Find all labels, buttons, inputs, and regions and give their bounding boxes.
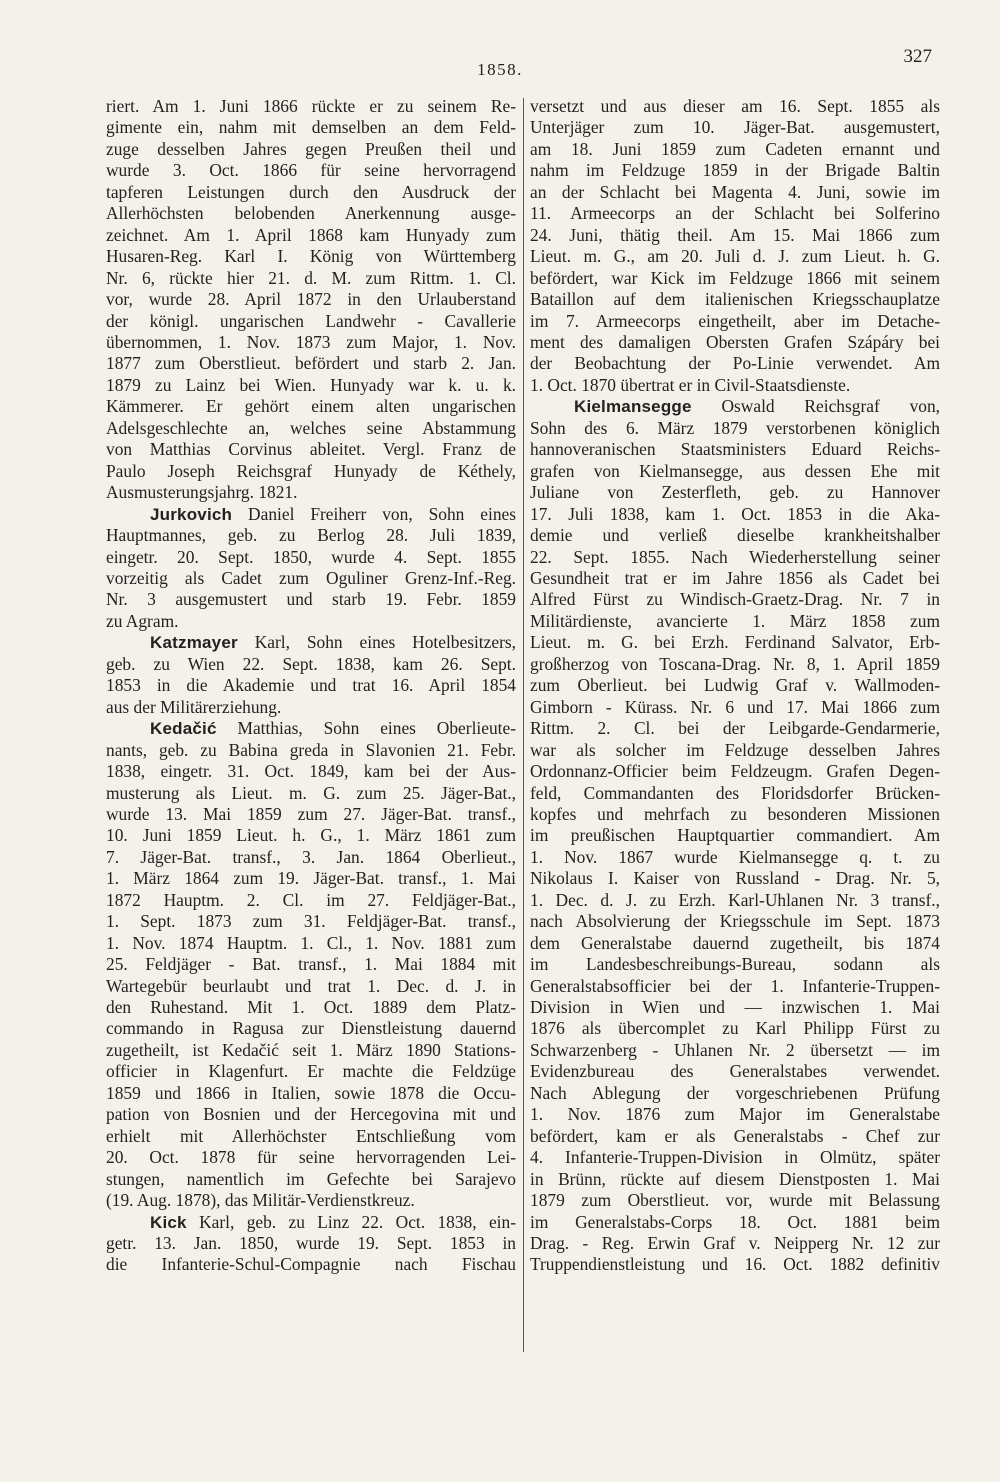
line-text: erhielt mit Allerhöchster Entschließung vom xyxy=(106,1125,516,1146)
line-text: musterung als Lieut. m. G. zum 25. Jäger-Bat., xyxy=(106,782,516,803)
line-text: großherzog von Toscana-Drag. Nr. 8, 1. April 1859 xyxy=(530,653,940,674)
line-text: Allerhöchsten belobenden Anerkennung ausge- xyxy=(106,203,516,224)
text-line xyxy=(106,182,516,203)
text-line xyxy=(106,353,516,374)
line-text: wurde 3. Oct. 1866 für seine hervorragend xyxy=(106,160,516,181)
text-line xyxy=(106,289,516,310)
text-line xyxy=(530,825,940,846)
text-line xyxy=(106,1190,516,1211)
text-line xyxy=(530,1169,940,1190)
text-line xyxy=(530,1147,940,1168)
line-text: Kämmerer. Er gehört einem alten ungarischen xyxy=(106,396,516,417)
entry-headword: Kick xyxy=(150,1212,187,1232)
line-text: 1. Nov. 1876 zum Major im Generalstabe xyxy=(530,1104,940,1125)
line-text: Nr. 3 ausgemustert und starb 19. Febr. 1859 xyxy=(106,589,516,610)
text-line xyxy=(106,246,516,267)
running-head-year: 1858. xyxy=(477,60,523,79)
text-line xyxy=(106,697,516,718)
line-text: 1. Nov. 1874 Hauptm. 1. Cl., 1. Nov. 1881 zum xyxy=(106,932,516,953)
text-line xyxy=(106,868,516,889)
line-text: Schwarzenberg - Uhlanen Nr. 2 übersetzt — im xyxy=(530,1039,940,1060)
line-text: von Matthias Corvinus ableitet. Vergl. Franz de xyxy=(106,439,516,460)
line-text: Bataillon auf dem italienischen Kriegsschauplatze xyxy=(530,289,940,310)
text-line xyxy=(106,611,516,632)
text-line xyxy=(106,268,516,289)
entry-first-line xyxy=(106,1212,516,1233)
text-line xyxy=(530,933,940,954)
line-text: übernommen, 1. Nov. 1873 zum Major, 1. Nov. xyxy=(106,331,516,352)
line-text: Ausmusterungsjahrg. 1821. xyxy=(106,482,298,503)
line-text: 1879 zu Lainz bei Wien. Hunyady war k. u. k. xyxy=(106,374,516,395)
line-text: eingetr. 20. Sept. 1850, wurde 4. Sept. 1855 xyxy=(106,546,516,567)
text-line xyxy=(530,1061,940,1082)
entry-headword: Kedačić xyxy=(150,719,217,739)
text-line xyxy=(530,697,940,718)
line-text: zu Agram. xyxy=(106,610,179,631)
text-line xyxy=(530,525,940,546)
line-text: Karl, geb. zu Linz 22. Oct. 1838, ein- xyxy=(186,1211,516,1232)
line-text: ment des damaligen Obersten Grafen Szápáry bei xyxy=(530,331,940,352)
line-text: versetzt und aus dieser am 16. Sept. 1855 als xyxy=(530,96,940,116)
line-text: riert. Am 1. Juni 1866 rückte er zu seinem Re- xyxy=(106,96,516,116)
text-line xyxy=(106,1169,516,1190)
line-text: getr. 13. Jan. 1850, wurde 19. Sept. 1853 in xyxy=(106,1233,516,1254)
text-line xyxy=(106,825,516,846)
entry-headword: Kielmansegge xyxy=(574,397,692,417)
line-text: 1. Sept. 1873 zum 31. Feldjäger-Bat. transf., xyxy=(106,911,516,932)
line-text: zeichnet. Am 1. April 1868 kam Hunyady zum xyxy=(106,224,516,245)
left-text-column xyxy=(106,96,516,1356)
line-text: im 7. Armeecorps eingetheilt, aber im Detache- xyxy=(530,310,940,331)
line-text: 17. Juli 1838, kam 1. Oct. 1853 in die Aka- xyxy=(530,503,940,524)
line-text: Gesundheit trat er im Jahre 1856 als Cadet bei xyxy=(530,567,940,588)
line-text: der königl. ungarischen Landwehr - Cavallerie xyxy=(106,310,516,331)
text-line xyxy=(530,547,940,568)
line-text: Sohn des 6. März 1879 verstorbenen königlich xyxy=(530,417,940,438)
line-text: zum Oberlieut. bei Ludwig Graf v. Wallmoden- xyxy=(530,675,940,696)
text-line xyxy=(530,117,940,138)
entry-first-line xyxy=(106,718,516,739)
text-line xyxy=(530,868,940,889)
text-line xyxy=(530,890,940,911)
text-line xyxy=(106,890,516,911)
line-text: Nikolaus I. Kaiser von Russland - Drag. Nr. 5, xyxy=(530,868,940,889)
text-line xyxy=(106,783,516,804)
text-line xyxy=(530,997,940,1018)
line-text: tapferen Leistungen durch den Ausdruck der xyxy=(106,181,516,202)
text-line xyxy=(530,461,940,482)
line-text: 1. Oct. 1870 übertrat er in Civil-Staatsdienste. xyxy=(530,374,851,395)
line-text: Matthias, Sohn eines Oberlieute- xyxy=(216,718,516,739)
text-line xyxy=(530,225,940,246)
text-line xyxy=(106,525,516,546)
text-line xyxy=(106,976,516,997)
line-text: Gimborn - Kürass. Nr. 6 und 17. Mai 1866 zum xyxy=(530,696,940,717)
text-line xyxy=(530,632,940,653)
line-text: die Infanterie-Schul-Compagnie nach Fischau xyxy=(106,1254,516,1275)
line-text: kopfes und mehrfach zu besonderen Missionen xyxy=(530,803,940,824)
text-line xyxy=(106,482,516,503)
line-text: Nr. 6, rückte hier 21. d. M. zum Rittm. 1. Cl. xyxy=(106,267,516,288)
line-text: officier in Klagenfurt. Er machte die Feldzüge xyxy=(106,1061,516,1082)
entry-first-line xyxy=(530,396,940,417)
line-text: Division in Wien und — inzwischen 1. Mai xyxy=(530,997,940,1018)
line-text: im Landesbeschreibungs-Bureau, sodann als xyxy=(530,954,940,975)
line-text: im Generalstabs-Corps 18. Oct. 1881 beim xyxy=(530,1211,940,1232)
text-line xyxy=(106,1233,516,1254)
line-text: wurde 13. Mai 1859 zum 27. Jäger-Bat. transf., xyxy=(106,803,516,824)
text-line xyxy=(530,589,940,610)
text-line xyxy=(530,246,940,267)
line-text: 1877 zum Oberstlieut. befördert und starb 2. Jan. xyxy=(106,353,516,374)
text-line xyxy=(106,675,516,696)
text-line xyxy=(106,954,516,975)
line-text: Daniel Freiherr von, Sohn eines xyxy=(232,503,516,524)
line-text: der Beobachtung der Po-Linie verwendet. Am xyxy=(530,353,940,374)
line-text: 1872 Hauptm. 2. Cl. im 27. Feldjäger-Bat., xyxy=(106,889,516,910)
line-text: 11. Armeecorps an der Schlacht bei Solferino xyxy=(530,203,940,224)
line-text: im preußischen Hauptquartier commandiert. Am xyxy=(530,825,940,846)
text-line xyxy=(106,589,516,610)
text-line xyxy=(106,311,516,332)
text-line xyxy=(530,976,940,997)
line-text: Nach Ablegung der vorgeschriebenen Prüfung xyxy=(530,1082,940,1103)
line-text: vorzeitig als Cadet zum Oguliner Grenz-Inf.-Reg. xyxy=(106,567,516,588)
line-text: Generalstabsofficier bei der 1. Infanterie-Truppen- xyxy=(530,975,940,996)
text-line xyxy=(530,504,940,525)
text-line xyxy=(530,1040,940,1061)
column-divider xyxy=(523,98,524,1352)
text-line xyxy=(106,997,516,1018)
text-line xyxy=(530,611,940,632)
line-text: an der Schlacht bei Magenta 4. Juni, sowie im xyxy=(530,181,940,202)
text-line xyxy=(530,268,940,289)
line-text: zugetheilt, ist Kedačić seit 1. März 1890 Stations- xyxy=(106,1039,516,1060)
line-text: den Ruhestand. Mit 1. Oct. 1889 dem Platz- xyxy=(106,997,516,1018)
text-line xyxy=(530,160,940,181)
text-line xyxy=(530,353,940,374)
line-text: geb. zu Wien 22. Sept. 1838, kam 26. Sept. xyxy=(106,653,516,674)
text-line xyxy=(530,847,940,868)
line-text: Karl, Sohn eines Hotelbesitzers, xyxy=(237,632,516,653)
text-line xyxy=(530,1233,940,1254)
text-line xyxy=(530,1126,940,1147)
line-text: Lieut. m. G. bei Erzh. Ferdinand Salvator, Erb- xyxy=(530,632,940,653)
line-text: befördert, war Kick im Feldzuge 1866 mit seinem xyxy=(530,267,940,288)
line-text: 1876 als übercomplet zu Karl Philipp Fürst zu xyxy=(530,1018,940,1039)
text-line xyxy=(106,1061,516,1082)
text-line xyxy=(106,654,516,675)
line-text: in Brünn, rückte auf diesem Dienstposten 1. Mai xyxy=(530,1168,940,1189)
text-line xyxy=(530,182,940,203)
text-line xyxy=(530,139,940,160)
line-text: commando in Ragusa zur Dienstleistung dauernd xyxy=(106,1018,516,1039)
text-line xyxy=(106,225,516,246)
text-line xyxy=(106,911,516,932)
line-text: 7. Jäger-Bat. transf., 3. Jan. 1864 Oberlieut., xyxy=(106,846,516,867)
text-line xyxy=(106,761,516,782)
line-text: demie und verließ dieselbe krankheitshalber xyxy=(530,525,940,546)
line-text: 4. Infanterie-Truppen-Division in Olmütz, später xyxy=(530,1147,940,1168)
text-line xyxy=(530,439,940,460)
text-line xyxy=(106,396,516,417)
line-text: feld, Commandanten des Floridsdorfer Brücken- xyxy=(530,782,940,803)
line-text: nants, geb. zu Babina greda in Slavonien 21. Febr. xyxy=(106,739,516,760)
line-text: nahm im Feldzuge 1859 in der Brigade Baltin xyxy=(530,160,940,181)
text-line xyxy=(530,1190,940,1211)
text-line xyxy=(530,1018,940,1039)
text-line xyxy=(106,439,516,460)
line-text: hannoveranischen Staatsministers Eduard Reichs- xyxy=(530,439,940,460)
text-line xyxy=(106,933,516,954)
text-line xyxy=(530,1254,940,1275)
text-line xyxy=(106,96,516,117)
line-text: war als solcher im Feldzuge desselben Jahres xyxy=(530,739,940,760)
text-line xyxy=(106,1126,516,1147)
line-text: Rittm. 2. Cl. bei der Leibgarde-Gendarmerie, xyxy=(530,718,940,739)
text-line xyxy=(106,160,516,181)
line-text: Unterjäger zum 10. Jäger-Bat. ausgemustert, xyxy=(530,117,940,138)
text-line xyxy=(530,761,940,782)
line-text: zuge desselben Jahres gegen Preußen theil und xyxy=(106,138,516,159)
text-line xyxy=(106,1104,516,1125)
text-line xyxy=(106,568,516,589)
line-text: Hauptmannes, geb. zu Berlog 28. Juli 1839, xyxy=(106,525,516,546)
text-line xyxy=(530,418,940,439)
text-line xyxy=(106,203,516,224)
text-line xyxy=(530,332,940,353)
line-text: dem Generalstabe dauernd zugetheilt, bis 1874 xyxy=(530,932,940,953)
text-line xyxy=(106,1147,516,1168)
line-text: 10. Juni 1859 Lieut. h. G., 1. März 1861 zum xyxy=(106,825,516,846)
entry-headword: Jurkovich xyxy=(150,504,233,524)
line-text: am 18. Juni 1859 zum Cadeten ernannt und xyxy=(530,138,940,159)
line-text: vor, wurde 28. April 1872 in den Urlauberstand xyxy=(106,289,516,310)
text-line xyxy=(530,375,940,396)
text-line xyxy=(530,203,940,224)
line-text: Oswald Reichsgraf von, xyxy=(691,396,940,417)
text-line xyxy=(530,954,940,975)
text-line xyxy=(530,1083,940,1104)
text-line xyxy=(530,740,940,761)
line-text: 1853 in die Akademie und trat 16. April 1854 xyxy=(106,675,516,696)
text-line xyxy=(530,1104,940,1125)
entry-first-line xyxy=(106,632,516,653)
text-line xyxy=(106,461,516,482)
text-line xyxy=(530,289,940,310)
text-line xyxy=(106,375,516,396)
line-text: 25. Feldjäger - Bat. transf., 1. Mai 1884 mit xyxy=(106,954,516,975)
text-line xyxy=(106,804,516,825)
text-line xyxy=(106,117,516,138)
text-line xyxy=(106,547,516,568)
text-line xyxy=(106,740,516,761)
page-number: 327 xyxy=(903,46,932,67)
line-text: 1. Nov. 1867 wurde Kielmansegge q. t. zu xyxy=(530,846,940,867)
line-text: (19. Aug. 1878), das Militär-Verdienstkreuz. xyxy=(106,1190,415,1211)
line-text: Drag. - Reg. Erwin Graf v. Neipperg Nr. 12 zur xyxy=(530,1233,940,1254)
line-text: 22. Sept. 1855. Nach Wiederherstellung seiner xyxy=(530,546,940,567)
line-text: Truppendienstleistung und 16. Oct. 1882 definitiv xyxy=(530,1254,940,1275)
text-line xyxy=(530,654,940,675)
line-text: 1. Dec. d. J. zu Erzh. Karl-Uhlanen Nr. 3 transf., xyxy=(530,889,940,910)
text-line xyxy=(530,568,940,589)
line-text: Militärdienste, avancierte 1. März 1858 zum xyxy=(530,610,940,631)
line-text: Adelsgeschlechte an, welches seine Abstammung xyxy=(106,417,516,438)
line-text: nach Absolvierung der Kriegsschule im Sept. 1873 xyxy=(530,911,940,932)
line-text: 1859 und 1866 in Italien, sowie 1878 die Occu- xyxy=(106,1082,516,1103)
line-text: pation von Bosnien und der Hercegovina mit und xyxy=(106,1104,516,1125)
entry-first-line xyxy=(106,504,516,525)
line-text: aus der Militärerziehung. xyxy=(106,696,282,717)
line-text: 20. Oct. 1878 für seine hervorragenden Lei- xyxy=(106,1147,516,1168)
text-line xyxy=(106,1254,516,1275)
line-text: Alfred Fürst zu Windisch-Graetz-Drag. Nr. 7 in xyxy=(530,589,940,610)
line-text: grafen von Kielmansegge, aus dessen Ehe mit xyxy=(530,460,940,481)
text-line xyxy=(106,139,516,160)
text-line xyxy=(530,1212,940,1233)
text-line xyxy=(530,911,940,932)
text-line xyxy=(530,311,940,332)
line-text: Lieut. m. G., am 20. Juli d. J. zum Lieut. h. G. xyxy=(530,246,940,267)
text-line xyxy=(530,804,940,825)
line-text: Ordonnanz-Officier beim Feldzeugm. Grafen Degen- xyxy=(530,761,940,782)
text-line xyxy=(106,1040,516,1061)
line-text: 1. März 1864 zum 19. Jäger-Bat. transf., 1. Mai xyxy=(106,868,516,889)
line-text: stungen, namentlich im Gefechte bei Sarajevo xyxy=(106,1168,516,1189)
text-line xyxy=(530,675,940,696)
line-text: Wartegebür beurlaubt und trat 1. Dec. d. J. in xyxy=(106,975,516,996)
text-line xyxy=(106,418,516,439)
line-text: Husaren-Reg. Karl I. König von Württemberg xyxy=(106,246,516,267)
line-text: 24. Juni, thätig theil. Am 15. Mai 1866 zum xyxy=(530,224,940,245)
text-line xyxy=(106,1083,516,1104)
text-line xyxy=(530,96,940,117)
line-text: Juliane von Zesterfleth, geb. zu Hannover xyxy=(530,482,940,503)
line-text: gimente ein, nahm mit demselben an dem Feld- xyxy=(106,117,516,138)
text-line xyxy=(530,482,940,503)
right-text-column xyxy=(530,96,940,1356)
text-line xyxy=(106,332,516,353)
text-line xyxy=(106,847,516,868)
line-text: 1838, eingetr. 31. Oct. 1849, kam bei der Aus- xyxy=(106,761,516,782)
text-line xyxy=(530,718,940,739)
line-text: Evidenzbureau des Generalstabes verwendet. xyxy=(530,1061,940,1082)
entry-headword: Katzmayer xyxy=(150,633,238,653)
line-text: befördert, kam er als Generalstabs - Chef zur xyxy=(530,1125,940,1146)
text-line xyxy=(530,783,940,804)
line-text: 1879 zum Oberstlieut. vor, wurde mit Belassung xyxy=(530,1190,940,1211)
line-text: Paulo Joseph Reichsgraf Hunyady de Kéthely, xyxy=(106,460,516,481)
text-line xyxy=(106,1018,516,1039)
